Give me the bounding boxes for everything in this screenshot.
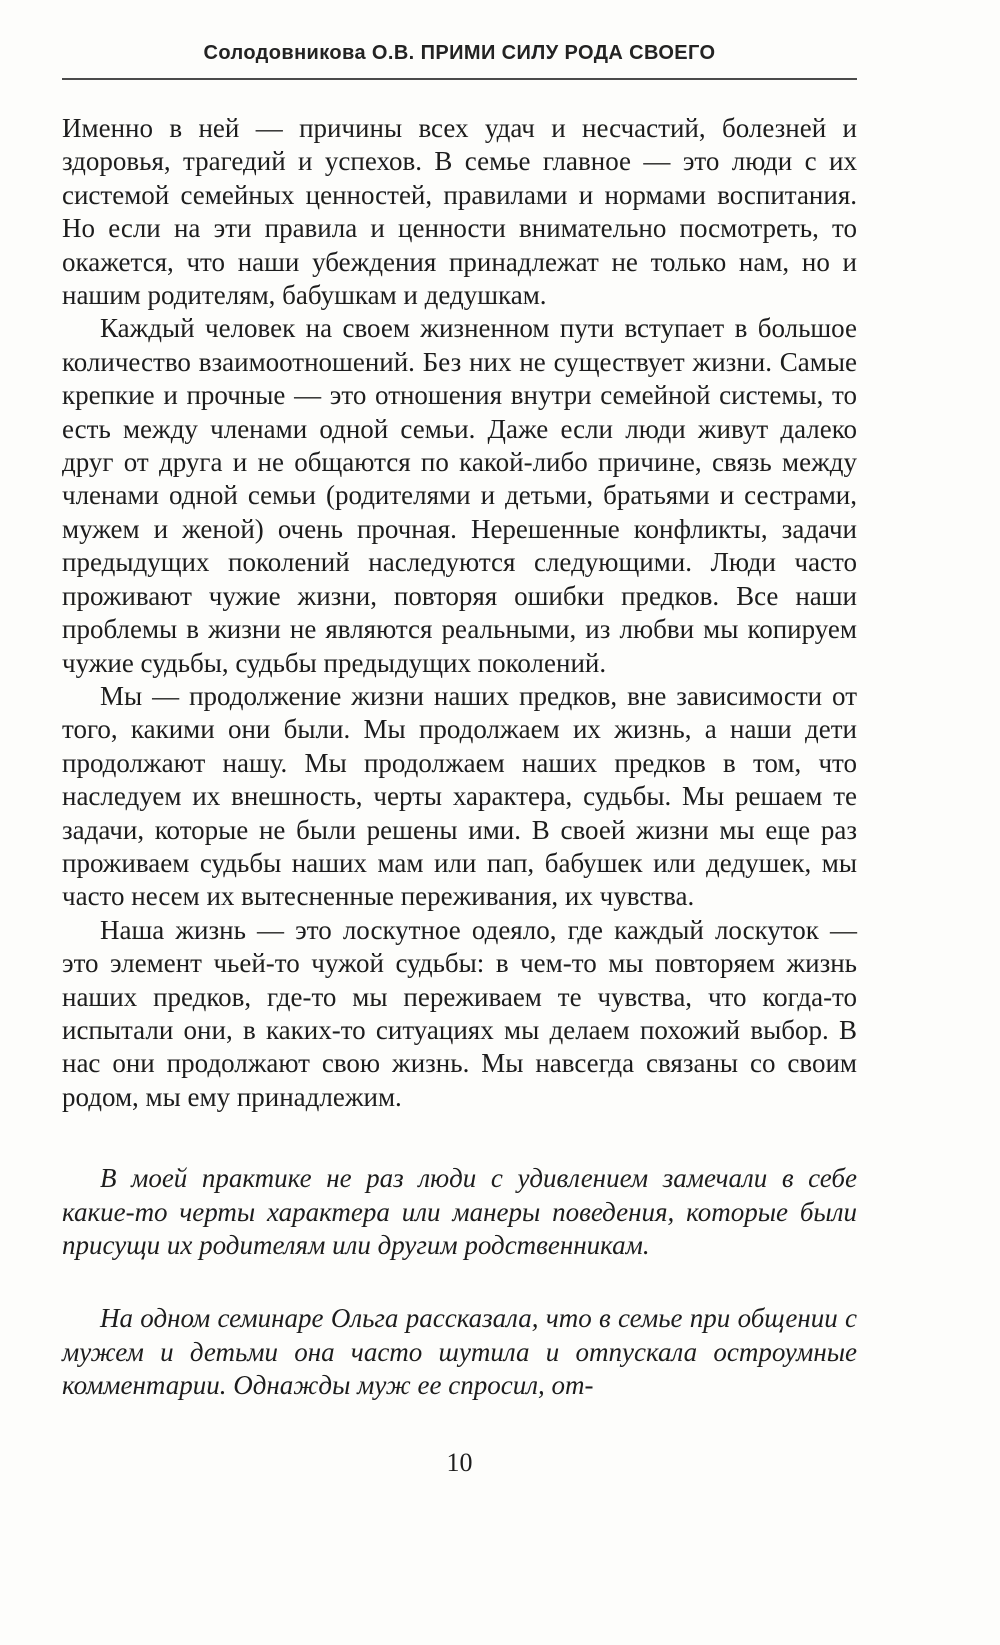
page-footer bbox=[62, 1448, 857, 1478]
running-header bbox=[62, 42, 857, 80]
paragraph-6-italic: На одном семинаре Ольга рассказала, что в семье при общении с мужем и детьми она часто шутила и отпускала остроумные комментарии. Однажды муж ее спросил, от- bbox=[62, 1303, 857, 1401]
paragraph-2: Каждый человек на своем жизненном пути вступает в большое количество взаимоотношений. Без них не существует жизни. Самые крепкие и прочные — это отношения внутри семейной системы, то есть между членами одной семьи. Даже если люди живут далеко друг от друга и не общаются по какой-либо причине, связь между членами одной семьи (родителями и детьми, братьями и сестрами, мужем и женой) очень прочная. Нерешенные конфликты, задачи предыдущих поколений наследуются следующими. Люди часто проживают чужие жизни, повторяя ошибки предков. Все наши проблемы в жизни не являются реальными, из любви мы копируем чужие судьбы, судьбы предыдущих поколений. bbox=[62, 313, 857, 678]
page-number: 10 bbox=[446, 1448, 473, 1477]
paragraph-3: Мы — продолжение жизни наших предков, вне зависимости от того, какими они были. Мы продолжаем их жизнь, а наши дети продолжают нашу. Мы продолжаем наших предков в том, что наследуем их внешность, черты характера, судьбы. Мы решаем те задачи, которые не были решены ими. В своей жизни мы еще раз проживаем судьбы наших мам или пап, бабушек или дедушек, мы часто несем их вытесненные переживания, их чувства. bbox=[62, 680, 857, 912]
paragraph-5-italic: В моей практике не раз люди с удивлением замечали в себе какие-то черты характера или манеры поведения, которые были присущи их родителям или другим родственникам. bbox=[62, 1163, 857, 1260]
paragraph-1: Именно в ней — причины всех удач и несчастий, болезней и здоровья, трагедий и успехов. В семье главное — это люди с их системой семейных ценностей, правилами и нормами воспитания. Но если на эти правила и ценности внимательно посмотреть, то окажется, что наши убеждения принадлежат не только нам, но и нашим родителям, бабушкам и дедушкам. bbox=[62, 113, 857, 311]
page-body bbox=[62, 112, 857, 1403]
paragraph-4: Наша жизнь — это лоскутное одеяло, где каждый лоскуток — это элемент чьей-то чужой судьбы: в чем-то мы повторяем жизнь наших предков, где-то мы переживаем те чувства, что когда-то испытали они, в каких-то ситуациях мы делаем похожий выбор. В нас они продолжают свою жизнь. Мы навсегда связаны со своим родом, мы ему принадлежим. bbox=[62, 914, 857, 1112]
header-rule bbox=[62, 78, 857, 80]
running-header-title: Солодовникова О.В. ПРИМИ СИЛУ РОДА СВОЕГО bbox=[203, 42, 716, 64]
